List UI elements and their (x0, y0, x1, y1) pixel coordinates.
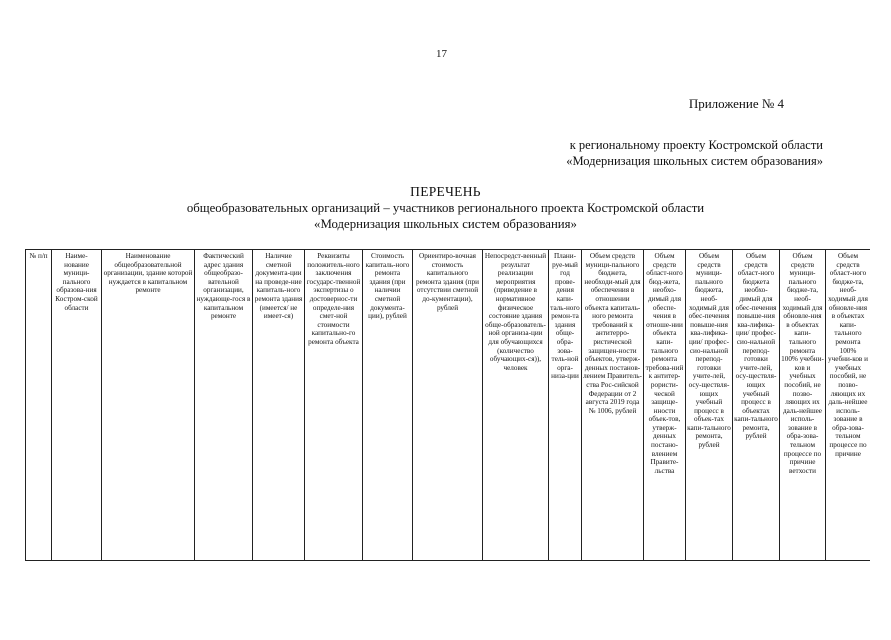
column-header: Объем средств област-ного бюджета необхо-димый для обес-печения повыше-ния ква-лифика-ции/ профес-сио-нальной перепод-готовки учите-лей, осу-ществля-ющих учебный процесс в объектах капи-тального ремонта, рублей (733, 250, 780, 561)
heading-line-3: «Модернизация школьных систем образования» (314, 217, 577, 231)
subtitle-line-1: к региональному проекту Костромской области (569, 138, 823, 152)
column-header: Объем средств област-ного бюд-жета, необхо-димый для обеспе-чения в отноше-нии объекта капи-тального ремонта требова-ний к антитер-рористи-ческой защище-нности объек-тов, утверж-денных постано-влением Правите-льства (644, 250, 686, 561)
page-number: 17 (436, 48, 447, 60)
heading-main: ПЕРЕЧЕНЬ (410, 184, 481, 199)
column-header: Наиме-нование муници-пального образова-ния Костром-ской области (52, 250, 102, 561)
column-header: Наличие сметной документа-ции на проведе-ние капиталь-ного ремонта здания (имеется/ не имеет-ся) (253, 250, 305, 561)
column-header: Объем средств муници-пального бюдже-та, необ-ходимый для обновле-ния в объектах капи-тального ремонта 100% учебни-ков и учебных пособий, не позво-ляющих их даль-нейшее исполь-зование в обра-зова-тельном процессе по причине ветхости (780, 250, 826, 561)
document-heading (0, 184, 891, 232)
column-header: Объем средств муници-пального бюджета, необходи-мый для обеспечения в отношении объекта капиталь-ного ремонта требований к антитерро-ристической защищен-ности объектов, утверж-денных постанов-лением Правитель-ства Рос-сийской Федерации от 2 августа 2019 года № 1006, рублей (582, 250, 644, 561)
table-header-row (26, 250, 871, 561)
column-header: Непосредст-венный результат реализации мероприятия (приведение в нормативное физическое состояние здания обще-образователь-ной организа-ции для обучающихся (количество обучающих-ся)), человек (483, 250, 549, 561)
column-header: № п/п (26, 250, 52, 561)
subtitle-line-2: «Модернизация школьных систем образования» (566, 154, 823, 168)
column-header: Наименование общеобразовательной организации, здание которой нуждается в капитальном ремонте (102, 250, 195, 561)
column-header: Реквизиты положитель-ного заключения государс-твенной экспертизы о достовернос-ти определе-ния смет-ной стоимости капитально-го ремонта объекта (305, 250, 363, 561)
organizations-table (25, 249, 870, 561)
heading-line-2: общеобразовательных организаций – участников регионального проекта Костромской области (186, 201, 705, 215)
column-header: Ориентиро-вочная стоимость капитального ремонта здания (при отсутствии сметной до-кументации), рублей (413, 250, 483, 561)
column-header: Объем средств област-ного бюдже-та, необ-ходимый для обновле-ния в объектах капи-тального ремонта 100% учебни-ков и учебных пособий, не позво-ляющих их даль-нейшее исполь-зование в обра-зова-тельном процессе по причине (826, 250, 871, 561)
column-header: Стоимость капиталь-ного ремонта здания (при наличии сметной документа-ции), рублей (363, 250, 413, 561)
column-header: Фактический адрес здания общеобразо-вательной организации, нуждающе-гося в капитальном ремонте (195, 250, 253, 561)
project-subtitle (566, 137, 823, 169)
table-bottom-rule (25, 560, 870, 561)
column-header: Объем средств муници-пального бюджета, необ-ходимый для обес-печения повыше-ния ква-лифика-ции/ профес-сио-нальной перепод-готовки учите-лей, осу-ществля-ющих учебный процесс в объек-тах капи-тального ремонта, рублей (686, 250, 733, 561)
column-header: Плани-руе-мый год прове-дения капи-таль-ного ремон-та здания обще-обра-зова-тель-ной орга-низа-ции (549, 250, 582, 561)
appendix-title: Приложение № 4 (688, 96, 784, 111)
